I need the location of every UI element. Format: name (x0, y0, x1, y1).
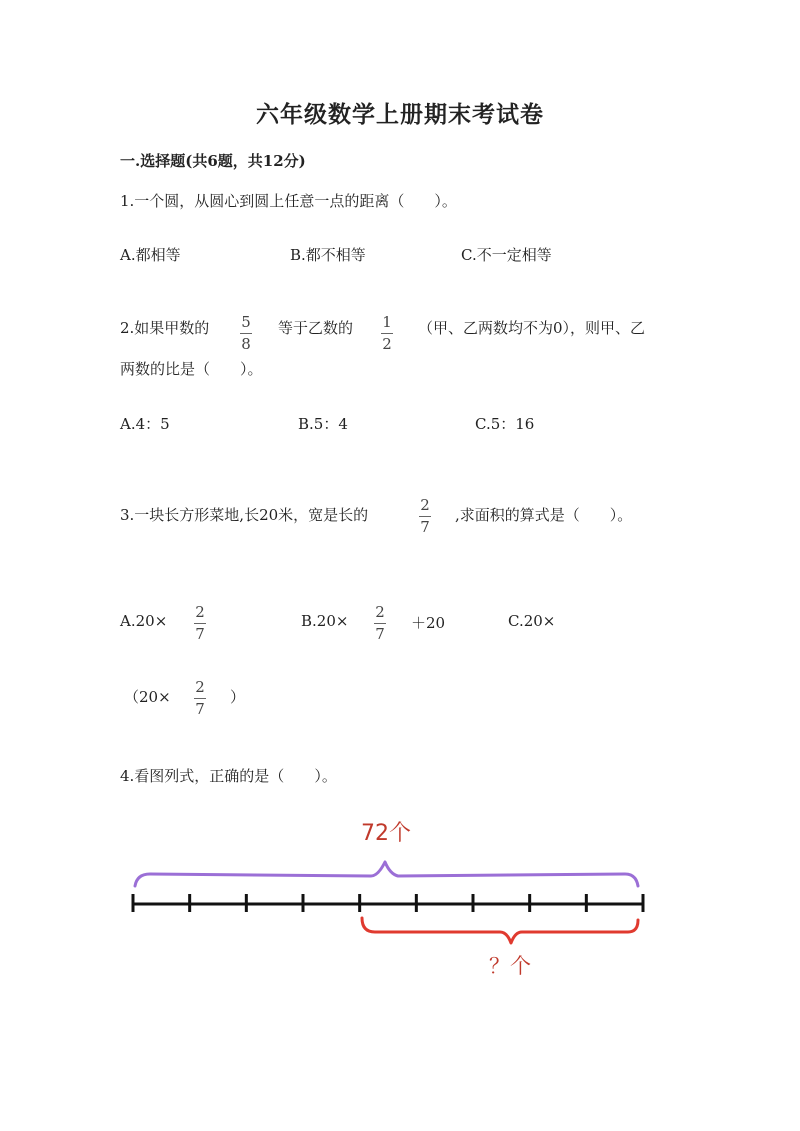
part-label: ？个 (489, 954, 531, 978)
question-2-part2: 等于乙数的 (278, 319, 354, 337)
fraction-denominator: 8 (241, 335, 251, 353)
fraction-numerator: 2 (420, 496, 430, 514)
part-brace (362, 918, 638, 943)
q2-option-a: A.4：5 (120, 415, 170, 433)
q3-option-b-tail: ＋20 (411, 614, 446, 632)
fraction-denominator: 2 (382, 335, 392, 353)
fraction-denominator: 7 (195, 625, 205, 643)
total-label: 72个 (361, 821, 411, 846)
total-brace (135, 862, 638, 886)
q3-option-b: B.20× (301, 612, 349, 630)
q2-option-c: C.5：16 (475, 415, 535, 433)
q3-option-a: A.20× (120, 612, 168, 630)
fraction-denominator: 7 (420, 518, 430, 536)
section-heading: 一.选择题(共6题，共12分) (120, 152, 306, 170)
q3-option-c-close: ） (230, 688, 246, 706)
question-4-stem: 4.看图列式，正确的是（ ）。 (120, 767, 337, 785)
fraction-denominator: 7 (195, 700, 205, 718)
fraction-numerator: 2 (375, 603, 385, 621)
q1-option-c: C.不一定相等 (461, 246, 552, 264)
question-2-line2: 两数的比是（ ）。 (120, 360, 263, 378)
fraction-numerator: 2 (195, 678, 205, 696)
q1-option-a: A.都相等 (120, 246, 181, 264)
fraction-denominator: 7 (375, 625, 385, 643)
q1-option-b: B.都不相等 (290, 246, 366, 264)
q3-option-c-line2: （20× (124, 688, 171, 706)
q2-option-b: B.5：4 (298, 415, 348, 433)
fraction-numerator: 1 (382, 313, 392, 331)
page-title: 六年级数学上册期末考试卷 (256, 101, 544, 128)
question-3-part2: ,求面积的算式是（ ）。 (455, 506, 633, 524)
question-3-part1: 3.一块长方形菜地,长20米，宽是长的 (120, 506, 369, 524)
question-2-part1: 2.如果甲数的 (120, 319, 210, 337)
q3-option-c: C.20× (508, 612, 556, 630)
fraction-numerator: 2 (195, 603, 205, 621)
question-1-stem: 1.一个圆，从圆心到圆上任意一点的距离（ ）。 (120, 192, 457, 210)
question-2-part3: （甲、乙两数均不为0），则甲、乙 (418, 319, 646, 337)
fraction-numerator: 5 (241, 313, 251, 331)
